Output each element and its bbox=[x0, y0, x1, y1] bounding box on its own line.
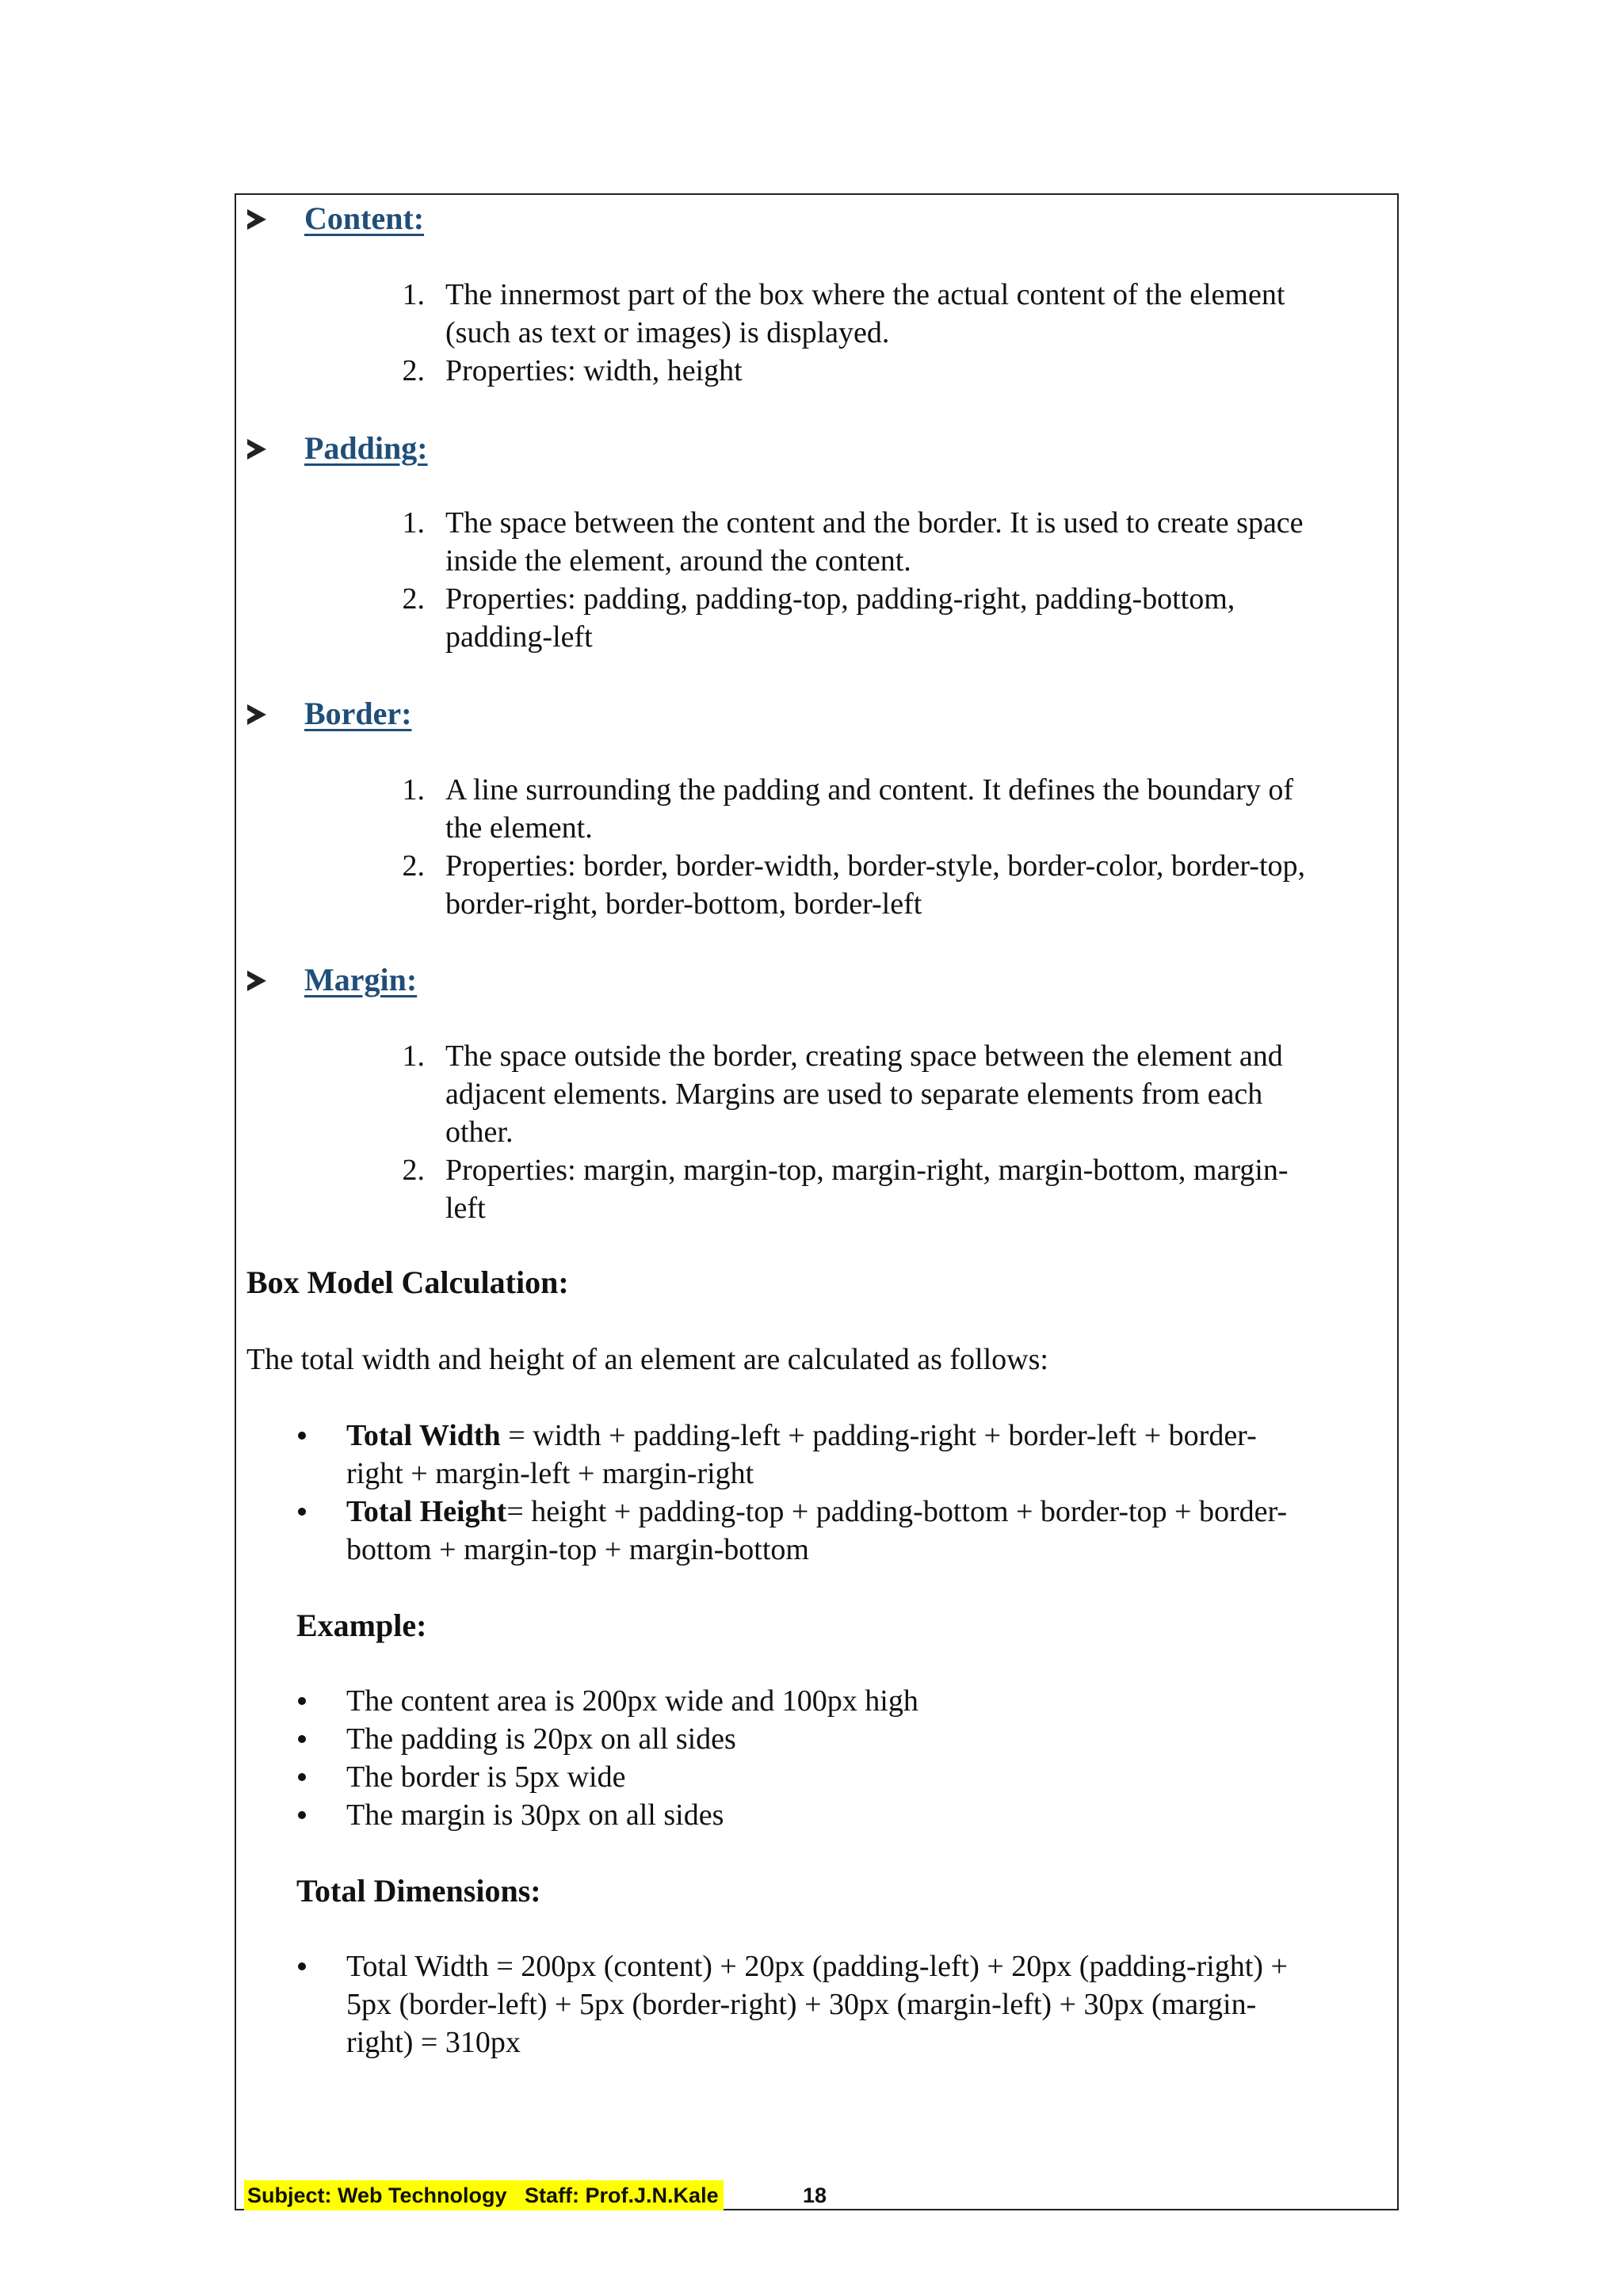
bullet-dot bbox=[298, 1773, 306, 1781]
list-item-line: the element. bbox=[445, 811, 593, 845]
list-number: 2. bbox=[402, 849, 425, 883]
list-item-line: Properties: width, height bbox=[445, 354, 743, 387]
list-item-line: padding-left bbox=[445, 620, 593, 654]
total-height-line bbox=[346, 1493, 1287, 1531]
arrow-bullet-icon bbox=[247, 971, 266, 991]
example-item: The margin is 30px on all sides bbox=[346, 1798, 724, 1832]
list-item-line: border-right, border-bottom, border-left bbox=[445, 887, 922, 921]
list-item-line: The space outside the border, creating space between the element and bbox=[445, 1039, 1283, 1073]
dimensions-heading: Total Dimensions: bbox=[296, 1873, 541, 1909]
section-title: Padding: bbox=[304, 430, 428, 466]
list-number: 1. bbox=[402, 506, 425, 540]
footer-staff-text: Staff: Prof.J.N.Kale bbox=[525, 2183, 719, 2207]
list-item-line: (such as text or images) is displayed. bbox=[445, 316, 890, 349]
bullet-dot bbox=[298, 1811, 306, 1819]
list-number: 2. bbox=[402, 354, 425, 387]
dimensions-line: Total Width = 200px (content) + 20px (padding-left) + 20px (padding-right) + bbox=[346, 1950, 1288, 1983]
section-title: Margin: bbox=[304, 962, 418, 997]
list-item-line: The innermost part of the box where the actual content of the element bbox=[445, 278, 1285, 311]
page-number: 18 bbox=[803, 2183, 827, 2207]
bullet-dot bbox=[298, 1508, 306, 1516]
total-height-label: Total Height bbox=[346, 1495, 507, 1528]
footer-subject-text: Subject: Web Technology bbox=[247, 2183, 507, 2207]
total-width-label: Total Width bbox=[346, 1419, 501, 1452]
example-item: The padding is 20px on all sides bbox=[346, 1722, 736, 1756]
list-item-line: Properties: padding, padding-top, padding-right, padding-bottom, bbox=[445, 582, 1235, 616]
section-title: Border: bbox=[304, 696, 412, 731]
section-title: Content: bbox=[304, 200, 425, 236]
list-item-line: other. bbox=[445, 1116, 514, 1149]
bullet-dot bbox=[298, 1697, 306, 1705]
total-width-line bbox=[346, 1417, 1257, 1455]
total-height-formula-cont: bottom + margin-top + margin-bottom bbox=[346, 1533, 809, 1566]
list-item-line: inside the element, around the content. bbox=[445, 544, 911, 578]
list-item-line: Properties: margin, margin-top, margin-right, margin-bottom, margin- bbox=[445, 1154, 1289, 1187]
list-number: 1. bbox=[402, 773, 425, 807]
list-number: 1. bbox=[402, 278, 425, 311]
list-number: 2. bbox=[402, 582, 425, 616]
bullet-dot bbox=[298, 1432, 306, 1440]
dimensions-line: right) = 310px bbox=[346, 2026, 521, 2059]
bullet-dot bbox=[298, 1735, 306, 1743]
dimensions-line: 5px (border-left) + 5px (border-right) + 30px (margin-left) + 30px (margin- bbox=[346, 1988, 1257, 2021]
list-number: 2. bbox=[402, 1154, 425, 1187]
calculation-intro: The total width and height of an element are calculated as follows: bbox=[246, 1343, 1048, 1376]
bullet-dot bbox=[298, 1962, 306, 1970]
list-item-line: adjacent elements. Margins are used to separate elements from each bbox=[445, 1077, 1263, 1111]
list-item-line: The space between the content and the border. It is used to create space bbox=[445, 506, 1304, 540]
calculation-heading: Box Model Calculation: bbox=[246, 1264, 569, 1300]
example-item: The border is 5px wide bbox=[346, 1760, 626, 1794]
footer-subject bbox=[244, 2180, 724, 2210]
list-item-line: left bbox=[445, 1192, 486, 1225]
total-width-formula: = width + padding-left + padding-right + border-left + border- bbox=[500, 1419, 1257, 1452]
example-item: The content area is 200px wide and 100px high bbox=[346, 1684, 918, 1718]
total-width-formula-cont: right + margin-left + margin-right bbox=[346, 1457, 754, 1490]
arrow-bullet-icon bbox=[247, 209, 266, 230]
list-item-line: Properties: border, border-width, border-style, border-color, border-top, bbox=[445, 849, 1306, 883]
list-number: 1. bbox=[402, 1039, 425, 1073]
total-height-formula: = height + padding-top + padding-bottom + border-top + border- bbox=[506, 1495, 1288, 1528]
arrow-bullet-icon bbox=[247, 704, 266, 725]
list-item-line: A line surrounding the padding and content. It defines the boundary of bbox=[445, 773, 1294, 807]
arrow-bullet-icon bbox=[247, 439, 266, 460]
example-heading: Example: bbox=[296, 1608, 427, 1643]
